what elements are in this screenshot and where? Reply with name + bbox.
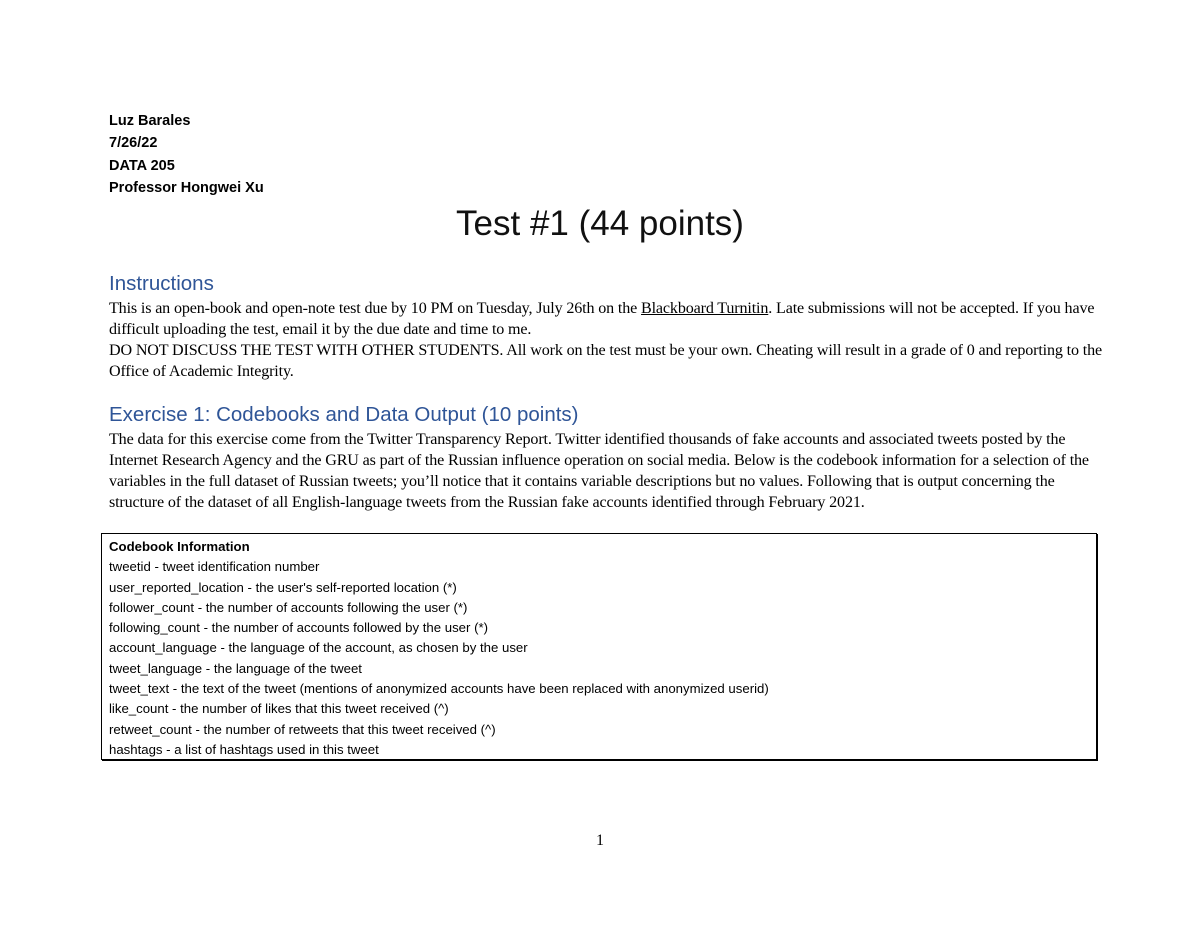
codebook-row: account_language - the language of the account, as chosen by the user	[109, 640, 528, 656]
codebook-title: Codebook Information	[109, 539, 250, 554]
codebook-row: hashtags - a list of hashtags used in this tweet	[109, 741, 379, 757]
course-code: DATA 205	[109, 157, 175, 174]
professor-name: Professor Hongwei Xu	[109, 179, 264, 196]
codebook-row: user_reported_location - the user's self-reported location (*)	[109, 579, 457, 595]
codebook-row: tweet_text - the text of the tweet (mentions of anonymized accounts have been replaced with anonymized userid)	[109, 681, 769, 697]
instructions-p1-before: This is an open-book and open-note test due by 10 PM on Tuesday, July 26th on the	[109, 300, 642, 317]
student-name: Luz Barales	[109, 113, 191, 129]
codebook-row: like_count - the number of likes that this tweet received (^)	[109, 701, 449, 717]
codebook-row: tweet_language - the language of the tweet	[109, 660, 362, 676]
instructions-text	[109, 298, 1104, 382]
exercise1-paragraph: The data for this exercise come from the Twitter Transparency Report. Twitter identified thousands of fake accounts and associated tweets posted by the Internet Research Agency and the GRU as part of the Russian influence operation on social media. Below is the codebook information for a selection of the variables in the full dataset of Russian tweets; you’ll notice that it contains variable descriptions but no values. Following that is output concerning the structure of the dataset of all English-language tweets from the Russian fake accounts identified through February 2021.	[109, 431, 1089, 511]
codebook-row: retweet_count - the number of retweets that this tweet received (^)	[109, 721, 496, 737]
test-date: 7/26/22	[109, 135, 158, 152]
instructions-paragraph-2: DO NOT DISCUSS THE TEST WITH OTHER STUDENTS. All work on the test must be your own. Cheating will result in a grade of 0 and reporting to the Office of Academic Integrity.	[109, 342, 1102, 380]
codebook-box	[101, 533, 1097, 760]
student-header	[109, 110, 264, 199]
page-title: Test #1 (44 points)	[456, 204, 744, 243]
instructions-paragraph-1	[109, 298, 1104, 340]
instructions-p1-after: . Late submissions will not be accepted. If you have difficult uploading the test, email it by the due date and time to me.	[109, 300, 1095, 338]
codebook-row: follower_count - the number of accounts following the user (*)	[109, 599, 468, 615]
page-number: 1	[596, 832, 604, 849]
instructions-heading: Instructions	[109, 272, 214, 295]
codebook-row: following_count - the number of accounts followed by the user (*)	[109, 620, 488, 636]
codebook-row: tweetid - tweet identification number	[109, 559, 320, 575]
blackboard-turnitin-link[interactable]: Blackboard Turnitin	[641, 300, 769, 317]
exercise1-heading: Exercise 1: Codebooks and Data Output (10 points)	[109, 403, 579, 426]
